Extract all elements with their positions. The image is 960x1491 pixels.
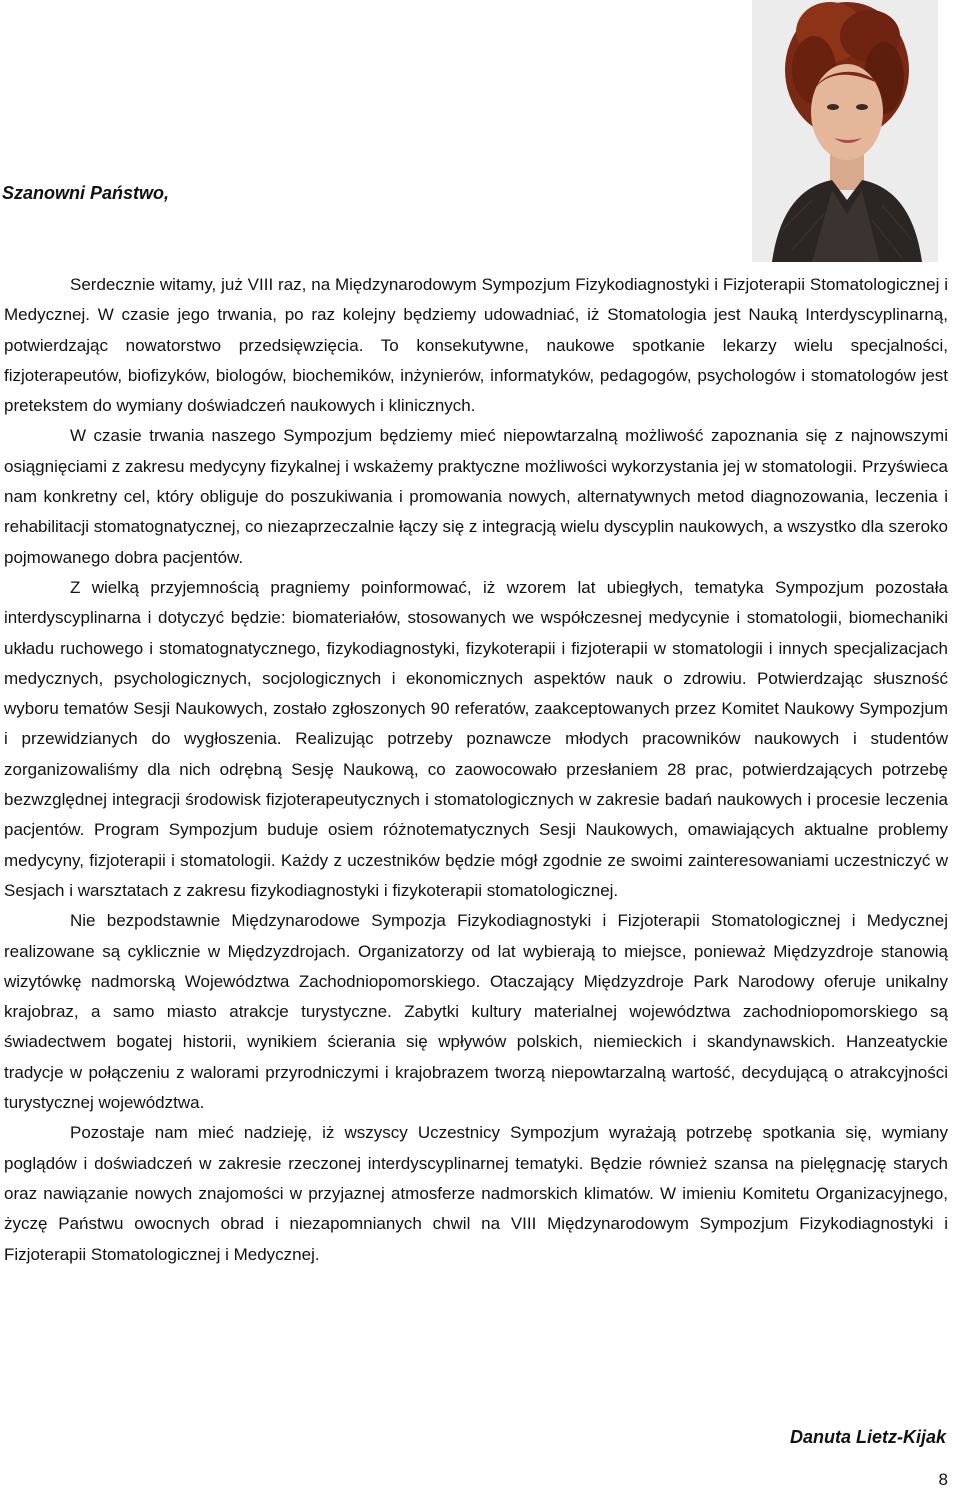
letter-body xyxy=(4,270,948,1270)
letter-paragraph-2: W czasie trwania naszego Sympozjum będziemy mieć niepowtarzalną możliwość zapoznania się z najnowszymi osiągnięciami z zakresu medycyny fizykalnej i wskażemy praktyczne możliwości wykorzystania jej w stomatologii. Przyświeca nam konkretny cel, który obliguje do poszukiwania i promowania nowych, alternatywnych metod diagnozowania, leczenia i rehabilitacji stomatognatycznej, co niezaprzeczalnie łączy się z integracją wielu dyscyplin naukowych, a wszystko dla szeroko pojmowanego dobra pacjentów. xyxy=(4,426,948,567)
letter-paragraph-1: Serdecznie witamy, już VIII raz, na Międzynarodowym Sympozjum Fizykodiagnostyki i Fizjoterapii Stomatologicznej i Medycznej. W czasie jego trwania, po raz kolejny będziemy udowadniać, iż Stomatologia jest Nauką Interdyscyplinarną, potwierdzając nowatorstwo przedsięwzięcia. To konsekutywne, naukowe spotkanie lekarzy wielu specjalności, fizjoterapeutów, biofizyków, biologów, biochemików, inżynierów, informatyków, pedagogów, psychologów i stomatologów jest pretekstem do wymiany doświadczeń naukowych i klinicznych. xyxy=(4,275,948,416)
letter-paragraph-4: Nie bezpodstawnie Międzynarodowe Sympozja Fizykodiagnostyki i Fizjoterapii Stomatologicznej i Medycznej realizowane są cyklicznie w Międzyzdrojach. Organizatorzy od lat wybierają to miejsce, ponieważ Międzyzdroje stanowią wizytówkę nadmorską Województwa Zachodniopomorskiego. Otaczający Międzyzdroje Park Narodowy oferuje unikalny krajobraz, a samo miasto atrakcje turystyczne. Zabytki kultury materialnej województwa zachodniopomorskiego są świadectwem bogatej historii, wynikiem ścierania się wpływów polskich, niemieckich i skandynawskich. Hanzeatyckie tradycje w połączeniu z walorami przyrodniczymi i krajobrazem tworzą niepowtarzalną wartość, decydującą o atrakcyjności turystycznej województwa. xyxy=(4,911,948,1113)
portrait-illustration xyxy=(752,0,938,262)
author-signature: Danuta Lietz-Kijak xyxy=(789,1427,946,1447)
letter-paragraph-5: Pozostaje nam mieć nadzieję, iż wszyscy Uczestnicy Sympozjum wyrażają potrzebę spotkania się, wymiany poglądów i doświadczeń w zakresie rzeczonej interdyscyplinarnej tematyki. Będzie również szansa na pielęgnację starych oraz nawiązanie nowych znajomości w przyjaznej atmosferze nadmorskich klimatów. W imieniu Komitetu Organizacyjnego, życzę Państwu owocnych obrad i niezapomnianych chwil na VIII Międzynarodowym Sympozjum Fizykodiagnostyki i Fizjoterapii Stomatologicznej i Medycznej. xyxy=(4,1123,948,1264)
letter-paragraph-3: Z wielką przyjemnością pragniemy poinformować, iż wzorem lat ubiegłych, tematyka Sympozjum pozostała interdyscyplinarna i dotyczyć będzie: biomateriałów, stosowanych we współczesnej medycynie i stomatologii, biomechaniki układu ruchowego i stomatognatycznego, fizykodiagnostyki, fizykoterapii i fizjoterapii w stomatologii i innych specjalizacjach medycznych, psychologicznych, socjologicznych i ekonomicznych aspektów nauk o zdrowiu. Potwierdzając słuszność wyboru tematów Sesji Naukowych, zostało zgłoszonych 90 referatów, zaakceptowanych przez Komitet Naukowy Sympozjum i przewidzianych do wygłoszenia. Realizując potrzeby poznawcze młodych pracowników naukowych i studentów zorganizowaliśmy dla nich odrębną Sesję Naukową, co zaowocowało przesłaniem 28 prac, potwierdzających potrzebę bezwzględnej integracji środowisk fizjoterapeutycznych i stomatologicznych w zakresie badań naukowych i procesie leczenia pacjentów. Program Sympozjum buduje osiem różnotematycznych Sesji Naukowych, omawiających aktualne problemy medycyny, fizjoterapii i stomatologii. Każdy z uczestników będzie mógł zgodnie ze swoimi zainteresowaniami uczestniczyć w Sesjach i warsztatach z zakresu fizykodiagnostyki i fizykoterapii stomatologicznej. xyxy=(4,577,948,900)
page-number: 8 xyxy=(938,1470,948,1489)
author-portrait-photo xyxy=(752,0,938,262)
letter-greeting: Szanowni Państwo, xyxy=(2,183,170,203)
